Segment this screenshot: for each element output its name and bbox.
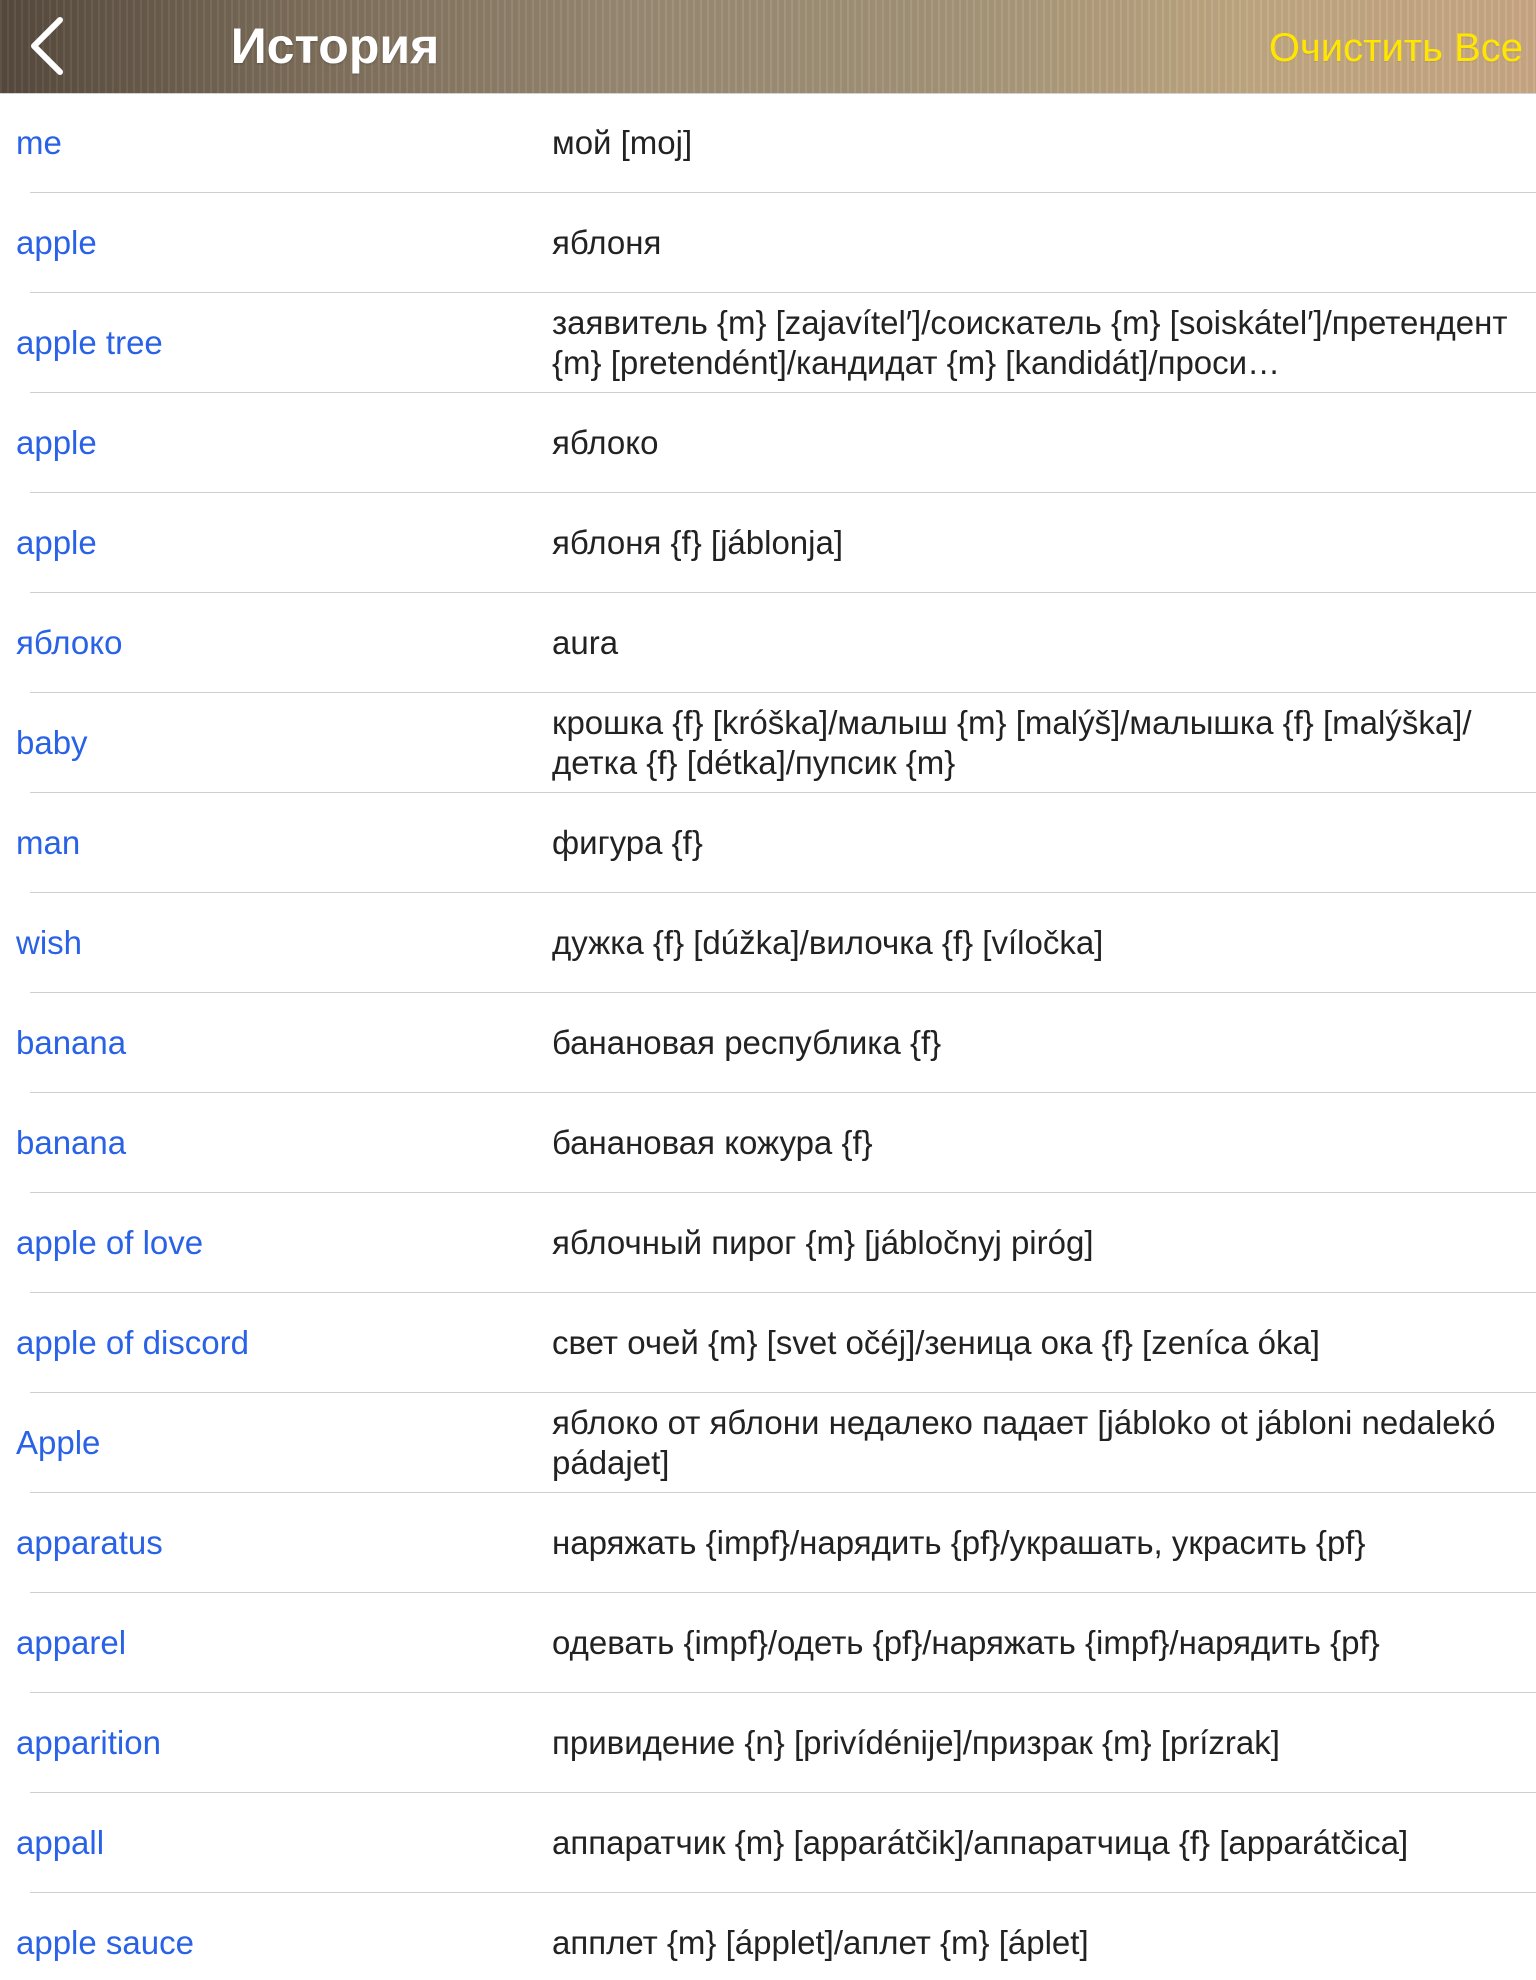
history-translation xyxy=(552,1093,1517,1193)
history-word-link[interactable]: banana xyxy=(16,1124,127,1161)
history-translation-text: наряжать {impf}/нарядить {pf}/украшать, украсить {pf} xyxy=(552,1524,1366,1561)
history-translation-text: яблоко xyxy=(552,424,659,461)
history-row[interactable] xyxy=(0,1093,1536,1193)
history-translation-text: крошка {f} [króška]/малыш {m} [malýš]/малышка {f} [malýška]/детка {f} [détka]/пупсик {m} xyxy=(552,704,1472,781)
history-word-link[interactable]: Apple xyxy=(16,1424,101,1461)
history-row[interactable] xyxy=(0,1393,1536,1493)
history-row[interactable] xyxy=(0,1493,1536,1593)
history-row[interactable] xyxy=(0,693,1536,793)
navigation-bar xyxy=(0,0,1536,93)
history-row[interactable] xyxy=(0,93,1536,193)
history-row[interactable] xyxy=(0,193,1536,293)
history-translation-text: aura xyxy=(552,624,619,661)
history-translation xyxy=(552,1393,1517,1493)
history-word-link[interactable]: apple xyxy=(16,224,97,261)
history-translation-text: банановая республика {f} xyxy=(552,1024,942,1061)
history-row[interactable] xyxy=(0,1593,1536,1693)
history-translation-text: яблоко от яблони недалеко падает [jábloko ot jábloni nedalekó pádajet] xyxy=(552,1404,1496,1481)
history-word-link[interactable]: man xyxy=(16,824,81,861)
history-row[interactable] xyxy=(0,593,1536,693)
history-translation xyxy=(552,1893,1517,1980)
history-translation xyxy=(552,1593,1517,1693)
history-translation-text: заявитель {m} [zajavítel′]/соискатель {m} [soiskátel′]/претендент {m} [pretendént]/кандидат {m} [kandidát]/проси… xyxy=(552,304,1508,381)
history-translation-text: апплет {m} [ápplet]/аплет {m} [áplet] xyxy=(552,1924,1089,1961)
history-row[interactable] xyxy=(0,293,1536,393)
history-translation xyxy=(552,993,1517,1093)
history-word-link[interactable]: me xyxy=(16,124,62,161)
chevron-left-icon xyxy=(22,14,72,78)
history-word-link[interactable]: яблоко xyxy=(16,624,123,661)
history-row[interactable] xyxy=(0,1193,1536,1293)
history-translation xyxy=(552,1793,1517,1893)
history-list[interactable] xyxy=(0,93,1536,1980)
history-translation xyxy=(552,1493,1517,1593)
history-word-link[interactable]: apple xyxy=(16,424,97,461)
history-row[interactable] xyxy=(0,1693,1536,1793)
history-word-link[interactable]: apparition xyxy=(16,1724,161,1761)
history-word-link[interactable]: baby xyxy=(16,724,88,761)
history-word-link[interactable]: appall xyxy=(16,1824,105,1861)
history-word-link[interactable]: apparel xyxy=(16,1624,127,1661)
history-translation-text: свет очей {m} [svet očéj]/зеница ока {f} [zeníca óka] xyxy=(552,1324,1320,1361)
history-translation xyxy=(552,793,1517,893)
history-translation xyxy=(552,593,1517,693)
history-row[interactable] xyxy=(0,893,1536,993)
history-word-link[interactable]: apparatus xyxy=(16,1524,163,1561)
history-row[interactable] xyxy=(0,793,1536,893)
history-translation xyxy=(552,293,1517,393)
history-translation-text: яблочный пирог {m} [jábločnyj piróg] xyxy=(552,1224,1094,1261)
history-translation xyxy=(552,493,1517,593)
history-translation-text: мой [moj] xyxy=(552,124,693,161)
history-row[interactable] xyxy=(0,993,1536,1093)
history-row[interactable] xyxy=(0,393,1536,493)
history-translation-text: яблоня xyxy=(552,224,662,261)
history-translation xyxy=(552,693,1517,793)
history-translation xyxy=(552,393,1517,493)
history-translation-text: аппаратчик {m} [apparátčik]/аппаратчица {f} [apparátčica] xyxy=(552,1824,1409,1861)
history-translation-text: банановая кожура {f} xyxy=(552,1124,873,1161)
back-button[interactable] xyxy=(22,14,72,78)
history-row[interactable] xyxy=(0,1893,1536,1980)
history-translation xyxy=(552,193,1517,293)
history-word-link[interactable]: banana xyxy=(16,1024,127,1061)
history-word-link[interactable]: wish xyxy=(16,924,83,961)
history-translation-text: привидение {n} [privídénije]/призрак {m} [prízrak] xyxy=(552,1724,1280,1761)
history-word-link[interactable]: apple xyxy=(16,524,97,561)
history-word-link[interactable]: apple tree xyxy=(16,324,163,361)
history-row[interactable] xyxy=(0,493,1536,593)
history-row[interactable] xyxy=(0,1293,1536,1393)
history-word-link[interactable]: apple sauce xyxy=(16,1924,194,1961)
history-translation xyxy=(552,893,1517,993)
history-translation-text: яблоня {f} [jáblonja] xyxy=(552,524,844,561)
clear-all-button[interactable]: Очистить Все xyxy=(1268,26,1523,70)
page-title: История xyxy=(230,18,440,74)
history-row[interactable] xyxy=(0,1793,1536,1893)
history-translation xyxy=(552,1293,1517,1393)
history-translation xyxy=(552,1693,1517,1793)
history-word-link[interactable]: apple of discord xyxy=(16,1324,249,1361)
history-word-link[interactable]: apple of love xyxy=(16,1224,204,1261)
history-translation xyxy=(552,93,1517,193)
history-translation-text: фигура {f} xyxy=(552,824,703,861)
history-translation xyxy=(552,1193,1517,1293)
history-translation-text: дужка {f} [dúžka]/вилочка {f} [víločka] xyxy=(552,924,1104,961)
history-translation-text: одевать {impf}/одеть {pf}/наряжать {impf}/нарядить {pf} xyxy=(552,1624,1380,1661)
